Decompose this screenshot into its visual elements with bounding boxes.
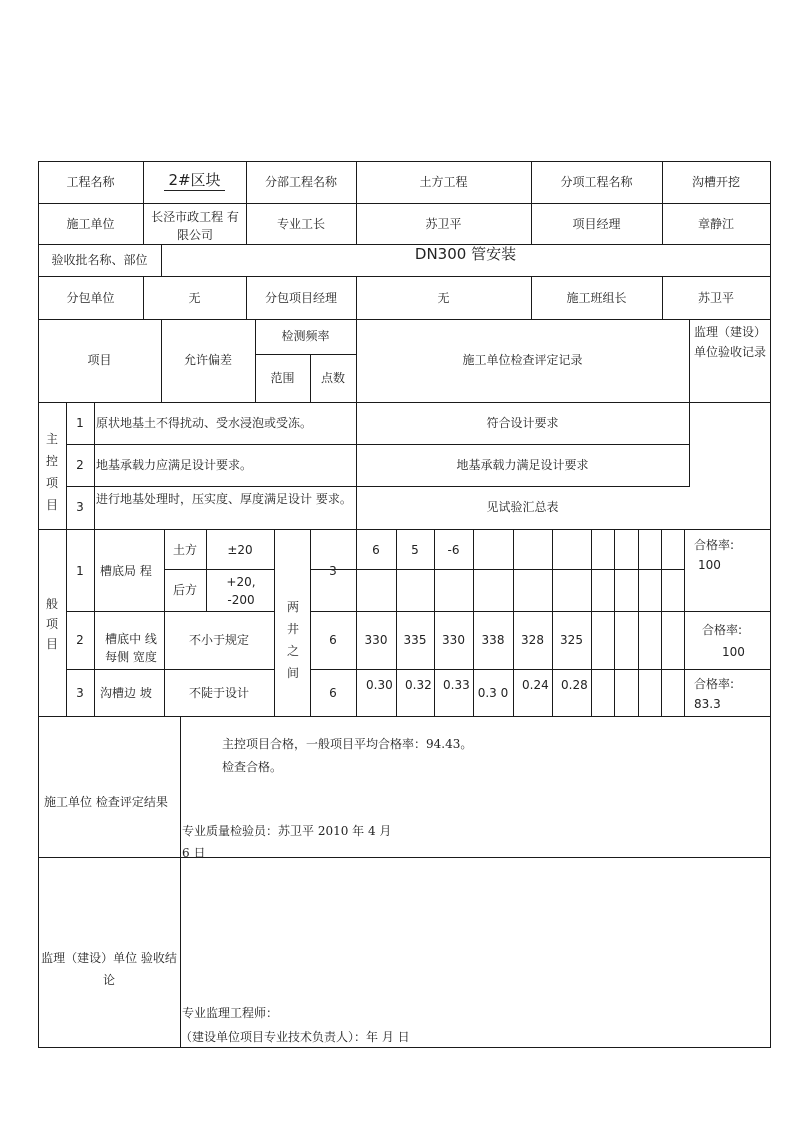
manager-value: 章静江	[697, 217, 734, 231]
grid-line	[310, 569, 684, 570]
grid-line	[614, 529, 615, 717]
general-row-2-points: 6	[329, 633, 337, 647]
general-row-3-tolerance: 不陡于设计	[188, 686, 249, 700]
general-row-3-value-3: 0.33	[443, 678, 470, 692]
general-row-2-value-5: 328	[521, 633, 544, 647]
main-row-1-no: 1	[76, 416, 84, 430]
foreman-value: 苏卫平	[425, 217, 462, 231]
general-row-1-rate-label: 合格率:	[694, 538, 735, 552]
general-row-3-name: 沟槽边 坡	[100, 686, 152, 700]
grid-line	[638, 529, 639, 717]
col-record: 施工单位检查评定记录	[462, 353, 583, 367]
main-row-3-no: 3	[76, 500, 84, 514]
construction-result-label: 施工单位 检查评定结果	[44, 795, 168, 809]
general-row-3-points: 6	[329, 686, 337, 700]
general-row-2-value-4: 338	[481, 633, 505, 647]
general-row-3-rate: 83.3	[694, 697, 721, 711]
general-row-2-name: 槽底中 线每侧 宽度	[105, 632, 157, 664]
general-row-1-sub2-tolerance: +20, -200	[226, 575, 256, 607]
grid-line	[661, 529, 662, 717]
supervisor-engineer: 专业监理工程师：	[182, 1006, 279, 1020]
col-points: 点数	[320, 371, 345, 385]
general-row-2-no: 2	[76, 633, 84, 647]
general-row-3-rate-label: 合格率:	[694, 677, 735, 691]
general-row-1-value-3: -6	[447, 543, 460, 557]
grid-line	[164, 569, 274, 570]
sub-project-label: 分部工程名称	[264, 175, 337, 189]
main-row-1-desc: 原状地基土不得扰动、受水浸泡或受冻。	[96, 416, 313, 430]
construction-result-text-2: 检查合格。	[222, 760, 283, 774]
general-row-3-value-6: 0.28	[561, 678, 588, 692]
general-row-3-no: 3	[76, 686, 84, 700]
grid-line	[770, 161, 771, 1048]
main-row-2-result: 地基承载力满足设计要求	[456, 458, 589, 472]
supervisor-sign: （建设单位项目专业技术负责人）：年 月 日	[180, 1030, 410, 1044]
general-row-2-value-6: 325	[560, 633, 583, 647]
general-row-1-sub1-tolerance: ±20	[227, 543, 253, 557]
general-row-1-no: 1	[76, 564, 84, 578]
batch-label: 验收批名称、部位	[51, 253, 148, 267]
team-leader-value: 苏卫平	[697, 291, 734, 305]
grid-line	[684, 529, 685, 717]
main-row-2-no: 2	[76, 458, 84, 472]
general-row-1-value-1: 6	[372, 543, 380, 557]
supervisor-conclusion-label: 监理（建设）单位 验收结论	[41, 951, 177, 987]
subcontractor-value: 无	[188, 291, 201, 305]
manager-label: 项目经理	[572, 217, 621, 231]
general-row-1-points: 3	[329, 564, 337, 578]
col-supervisor: 监理（建设）单位验收记录	[693, 325, 766, 359]
grid-line	[66, 402, 67, 717]
main-row-3-result: 见试验汇总表	[486, 500, 559, 514]
item-project-label: 分项工程名称	[560, 175, 633, 189]
general-row-2-rate: 100	[722, 645, 745, 659]
sub-manager-label: 分包项目经理	[264, 291, 337, 305]
grid-line	[66, 486, 689, 487]
grid-line	[552, 529, 553, 717]
col-tolerance: 允许偏差	[183, 353, 232, 367]
grid-line	[274, 529, 275, 717]
general-row-1-value-2: 5	[411, 543, 419, 557]
grid-line	[94, 402, 95, 717]
item-project-value: 沟槽开挖	[691, 175, 740, 189]
batch-value: DN300 管安装	[414, 245, 517, 263]
col-frequency: 检测频率	[281, 329, 330, 343]
grid-line	[689, 319, 690, 487]
grid-line	[38, 402, 771, 403]
main-control-label: 主控项目	[45, 432, 58, 512]
main-row-1-result: 符合设计要求	[486, 416, 559, 430]
grid-line	[310, 611, 771, 612]
grid-line	[66, 611, 274, 612]
general-row-1-name: 槽底局 程	[100, 564, 152, 578]
grid-line	[255, 354, 356, 355]
general-row-2-rate-label: 合格率:	[702, 623, 743, 637]
general-row-3-value-2: 0.32	[405, 678, 432, 692]
general-row-3-value-1: 0.30	[366, 678, 393, 692]
construction-inspector: 专业质量检验员：苏卫平 2010 年 4 月 6 日	[182, 824, 392, 860]
general-row-1-rate: 100	[698, 558, 721, 572]
general-row-2-value-2: 335	[403, 633, 427, 647]
general-row-3-value-5: 0.24	[522, 678, 549, 692]
construction-unit-value: 长泾市政工程 有限公司	[151, 210, 239, 242]
general-row-2-tolerance: 不小于规定	[188, 633, 249, 647]
subcontractor-label: 分包单位	[66, 291, 115, 305]
general-row-1-sub1-label: 土方	[172, 543, 197, 557]
col-range: 范围	[270, 371, 295, 385]
team-leader-label: 施工班组长	[566, 291, 627, 305]
general-range: 两井之间	[286, 600, 299, 680]
construction-unit-label: 施工单位	[66, 217, 115, 231]
col-item: 项目	[87, 353, 112, 367]
project-name-text: 2#区块	[164, 171, 224, 191]
main-row-2-desc: 地基承载力应满足设计要求。	[96, 458, 253, 472]
general-row-2-value-3: 330	[442, 633, 465, 647]
project-name-value	[143, 172, 246, 188]
grid-line	[310, 669, 771, 670]
grid-line	[66, 669, 274, 670]
construction-result-text-1: 主控项目合格，一般项目平均合格率：94.43。	[222, 737, 473, 751]
grid-line	[38, 1047, 771, 1048]
general-row-2-value-1: 330	[364, 633, 388, 647]
project-name-label: 工程名称	[66, 175, 115, 189]
general-row-1-sub2-label: 后方	[172, 583, 197, 597]
sub-project-value: 土方工程	[419, 175, 468, 189]
main-row-3-desc: 进行地基处理时，压实度、厚度满足设计 要求。	[96, 492, 352, 506]
grid-line	[180, 716, 181, 1048]
general-row-3-value-4: 0.3 0	[477, 686, 509, 700]
grid-line	[38, 857, 771, 858]
grid-line	[66, 444, 689, 445]
grid-line	[513, 529, 514, 717]
grid-line	[591, 529, 592, 717]
general-label: 般项目	[45, 597, 58, 651]
sub-manager-value: 无	[437, 291, 450, 305]
foreman-label: 专业工长	[276, 217, 325, 231]
